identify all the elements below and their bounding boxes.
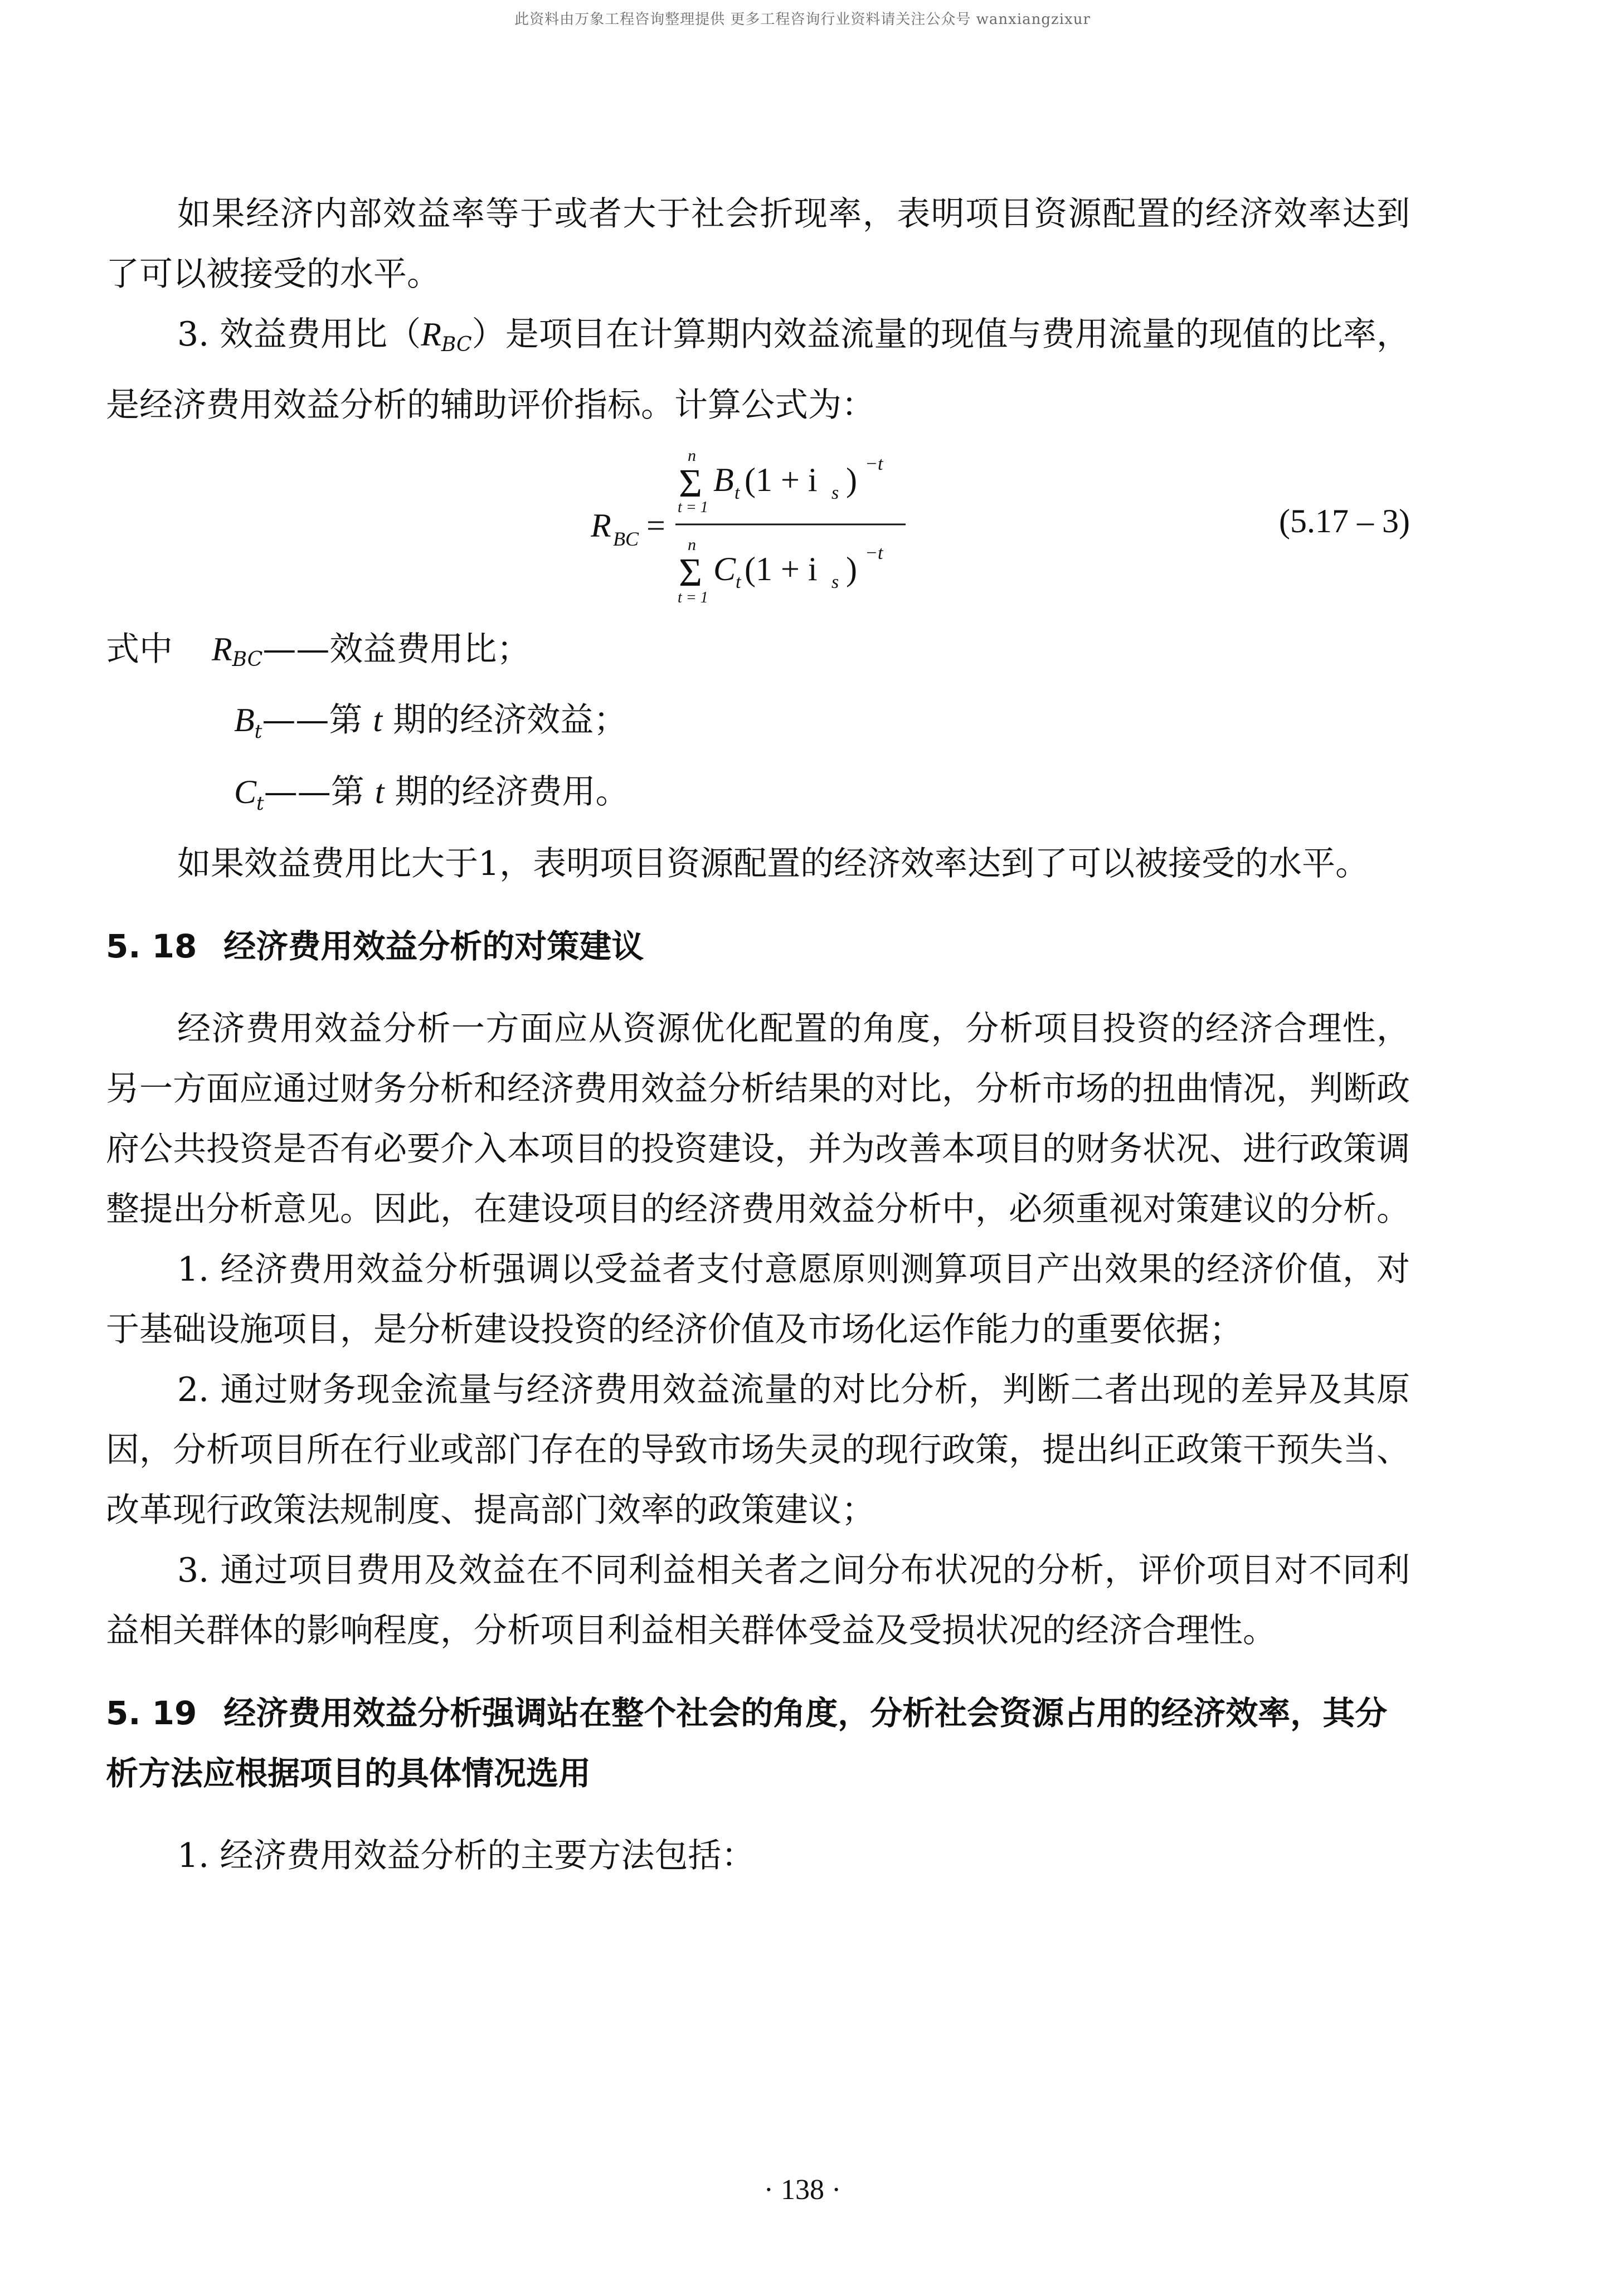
formula-graphic bbox=[591, 441, 1037, 608]
denominator-sum-upper: n bbox=[688, 536, 696, 554]
definition-rbc-text: ——效益费用比； bbox=[262, 630, 531, 669]
page-number: · 138 · bbox=[763, 2174, 842, 2206]
numerator-sigma: Σ bbox=[679, 461, 702, 505]
numerator-factor-open: (1 + i bbox=[745, 461, 818, 498]
denominator-var: C bbox=[713, 551, 736, 587]
formula-equals: = bbox=[646, 507, 665, 544]
rbc-intro-prefix: 3. 效益费用比（ bbox=[177, 315, 421, 354]
definition-bt-pre: ——第 bbox=[262, 701, 373, 740]
section-title-5-18: 经济费用效益分析的对策建议 bbox=[223, 927, 644, 965]
numerator-sum-upper: n bbox=[688, 446, 696, 465]
definition-ct-pre: ——第 bbox=[264, 772, 375, 811]
definition-ct-t: t bbox=[374, 774, 385, 810]
definition-ct-symbol: C bbox=[234, 774, 257, 810]
definition-bt-sub: t bbox=[254, 721, 262, 743]
rbc-symbol: R bbox=[421, 316, 441, 353]
definition-rbc bbox=[106, 619, 1410, 690]
section-5-19-item-1: 1. 经济费用效益分析的主要方法包括： bbox=[177, 1836, 755, 1875]
denominator-var-sub: t bbox=[736, 572, 741, 592]
section-heading-5-19 bbox=[106, 1683, 1410, 1803]
numerator-factor-close: ) bbox=[846, 461, 857, 498]
paragraph-rbc-conclusion: 如果效益费用比大于1，表明项目资源配置的经济效率达到了可以被接受的水平。 bbox=[177, 844, 1369, 883]
paragraph-eirr-conclusion: 如果经济内部效益率等于或者大于社会折现率，表明项目资源配置的经济效率达到了可以被接受的水平。 bbox=[106, 194, 1410, 294]
definition-label: 式中 bbox=[106, 630, 173, 669]
section-title-5-19: 经济费用效益分析强调站在整个社会的角度，分析社会资源占用的经济效率，其分析方法应根据项目的具体情况选用 bbox=[106, 1694, 1388, 1792]
section-5-18-item-1: 1. 经济费用效益分析强调以受益者支付意愿原则测算项目产出效果的经济价值，对于基础设施项目，是分析建设投资的经济价值及市场化运作能力的重要依据； bbox=[106, 1250, 1410, 1349]
formula-lhs: R bbox=[591, 507, 611, 544]
definition-bt-post: 期的经济效益； bbox=[382, 701, 628, 740]
denominator-factor-open: (1 + i bbox=[745, 551, 818, 587]
definition-bt-symbol: B bbox=[234, 702, 255, 738]
formula-lhs-sub: BC bbox=[613, 528, 639, 550]
denominator-sigma: Σ bbox=[679, 550, 702, 595]
numerator-var: B bbox=[713, 461, 734, 498]
section-5-18-item-3: 3. 通过项目费用及效益在不同利益相关者之间分布状况的分析，评价项目对不同利益相关群体的影响程度，分析项目利益相关群体受益及受损状况的经济合理性。 bbox=[106, 1551, 1410, 1650]
denominator-sum-lower: t = 1 bbox=[678, 589, 708, 606]
rbc-symbol-sub: BC bbox=[441, 333, 472, 356]
numerator-var-sub: t bbox=[735, 483, 740, 503]
definition-ct bbox=[106, 762, 1410, 834]
paragraph-rbc-definition bbox=[106, 304, 1410, 435]
section-number-5-18: 5. 18 bbox=[106, 927, 197, 965]
rbc-intro-suffix: ）是项目在计算期内效益流量的现值与费用流量的现值的比率，是经济费用效益分析的辅助评价指标。计算公式为： bbox=[106, 315, 1410, 425]
numerator-exponent: −t bbox=[865, 454, 883, 474]
section-heading-5-18 bbox=[106, 916, 1410, 976]
definition-ct-post: 期的经济费用。 bbox=[384, 772, 629, 811]
definition-rbc-symbol: R bbox=[212, 631, 232, 668]
equation-number: (5.17 – 3) bbox=[1279, 503, 1410, 539]
section-5-18-intro: 经济费用效益分析一方面应从资源优化配置的角度，分析项目投资的经济合理性，另一方面应通过财务分析和经济费用效益分析结果的对比，分析市场的扭曲情况，判断政府公共投资是否有必要介入本项目的投资建设，并为改善本项目的财务状况、进行政策调整提出分析意见。因此，在建设项目的经济费用效益分析中，必须重视对策建议的分析。 bbox=[106, 1009, 1410, 1229]
denominator-factor-sub: s bbox=[831, 572, 839, 592]
page-body bbox=[106, 184, 1410, 1886]
definition-bt bbox=[106, 690, 1410, 762]
formula-5-17-3 bbox=[106, 441, 1410, 608]
watermark-text: 此资料由万象工程咨询整理提供 更多工程咨询行业资料请关注公众号 wanxiangzixur bbox=[514, 11, 1091, 28]
numerator-sum-lower: t = 1 bbox=[678, 499, 708, 516]
numerator-factor-sub: s bbox=[831, 483, 839, 503]
definition-ct-sub: t bbox=[256, 792, 264, 815]
denominator-exponent: −t bbox=[865, 543, 883, 563]
definition-bt-t: t bbox=[373, 702, 383, 738]
denominator-factor-close: ) bbox=[846, 551, 857, 587]
definition-rbc-sub: BC bbox=[232, 648, 263, 671]
section-5-18-item-2: 2. 通过财务现金流量与经济费用效益流量的对比分析，判断二者出现的差异及其原因，分析项目所在行业或部门存在的导致市场失灵的现行政策，提出纠正政策干预失当、改革现行政策法规制度、提高部门效率的政策建议； bbox=[106, 1370, 1410, 1530]
section-number-5-19: 5. 19 bbox=[106, 1694, 197, 1732]
